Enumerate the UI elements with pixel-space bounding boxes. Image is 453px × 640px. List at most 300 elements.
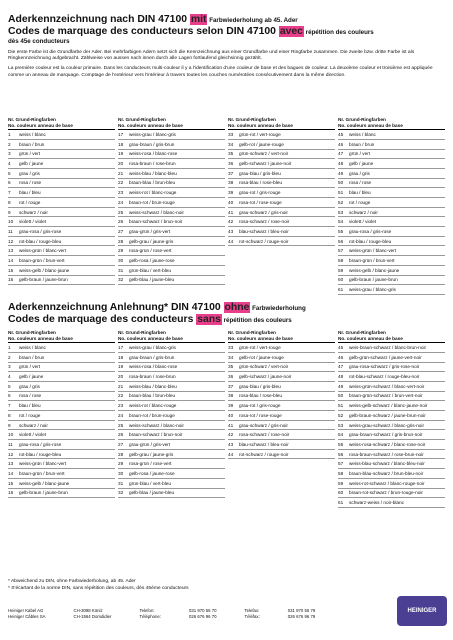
wire-color: rot-blau / rouge-bleu — [19, 451, 62, 457]
wire-color: weiss-grau / blanc-gris — [129, 132, 176, 138]
wire-number: 7 — [8, 190, 11, 196]
wire-color: weiss-schwarz / blanc-noir — [129, 422, 184, 428]
wire-number: 10 — [8, 219, 14, 225]
table-row — [338, 130, 445, 140]
table-row — [228, 440, 335, 450]
table-row — [228, 382, 335, 392]
table-row — [8, 130, 115, 140]
table-row — [228, 343, 335, 353]
wire-number: 4 — [8, 161, 11, 167]
wire-color: grün / vert — [19, 151, 41, 157]
wire-color: rot-blau / rouge-bleu — [349, 238, 392, 244]
paragraph-fr: La première couleur est la couleur primaire. Dans les conducteurs multi-couleur il y a l'identification d'une couleur de base et des bagues de couleur. La deuxième couleur et troisième est appliquée comme un anneau de marquage. Comptage de l'extérieur vers l'intérieur à travers toutes les couches numérotées consécutivement dans la même direction. — [8, 66, 433, 78]
wire-number: 29 — [118, 461, 124, 467]
table-row — [338, 246, 445, 256]
wire-color: schwarz / noir — [349, 209, 378, 215]
fax-label-fr: Téléfax: — [244, 614, 260, 620]
header-de: Nr. Grund-Ringfarben — [8, 330, 56, 335]
table-row — [338, 159, 445, 169]
table-row — [338, 479, 445, 489]
wire-number: 13 — [8, 248, 14, 254]
wire-color: grau-grün / gris-vert — [129, 441, 171, 447]
wire-number: 9 — [8, 422, 11, 428]
wire-number: 12 — [8, 451, 14, 457]
wire-number: 38 — [228, 393, 234, 399]
table-row — [228, 159, 335, 169]
wire-number: 32 — [118, 490, 124, 496]
wire-color: grau-braun / gris-brun — [129, 141, 175, 147]
footer — [8, 608, 343, 620]
header-fr: No. couleurs anneau de base — [118, 335, 183, 341]
wire-number: 27 — [118, 441, 124, 447]
header-de: Nr. Grund-Ringfarben — [338, 330, 386, 335]
wire-number: 26 — [118, 432, 124, 438]
city-fr: CH-1564 Domdidier — [73, 614, 112, 620]
wire-number: 50 — [338, 393, 344, 399]
wire-number: 58 — [338, 257, 344, 263]
wire-color: weiss-rosa-schwarz / blanc-rose-noir — [349, 441, 426, 447]
table-row — [118, 208, 225, 218]
wire-color: weiss-grau-schwarz / blanc-gris-noir — [349, 422, 425, 428]
wire-color: rot / rouge — [19, 412, 41, 418]
wire-number: 55 — [338, 441, 344, 447]
title2-fr: Codes de marquage des conducteurs sans répétition des couleurs — [8, 314, 292, 325]
table-row — [8, 169, 115, 179]
tel-label-fr: Téléphone: — [139, 614, 161, 620]
wire-number: 14 — [8, 257, 14, 263]
wire-color: braun / brun — [19, 141, 45, 147]
header-fr: No. couleurs anneau de base — [8, 335, 73, 341]
table-column — [338, 330, 445, 508]
wire-color: rot-schwarz / rouge-noir — [239, 238, 289, 244]
wire-number: 51 — [338, 403, 344, 409]
table-with-repetition — [8, 117, 445, 295]
wire-color: braun-blau-schwarz / brun-bleu-noir — [349, 470, 424, 476]
wire-number: 33 — [228, 345, 234, 351]
wire-color: blau-schwarz / bleu-noir — [239, 441, 289, 447]
table-row — [228, 392, 335, 402]
wire-number: 6 — [8, 180, 11, 186]
wire-number: 46 — [338, 354, 344, 360]
wire-color: gelb-grau / jaune-gris — [129, 238, 174, 244]
table-row — [118, 150, 225, 160]
column-header — [228, 330, 335, 343]
wire-number: 42 — [228, 219, 234, 225]
wire-color: gelb / jaune — [19, 161, 44, 167]
wire-color: grau-braun-schwarz / gris-brun-noir — [349, 432, 423, 438]
wire-color: braun-blau / brun-bleu — [129, 180, 176, 186]
wire-color: gelb-rosa / jaune-rose — [129, 257, 175, 263]
table-row — [118, 363, 225, 373]
wire-color: grau-rosa / gris-rose — [349, 228, 392, 234]
table-row — [118, 237, 225, 247]
wire-color: braun-grün-schwarz / brun-vert-noir — [349, 393, 423, 399]
wire-color: gelb-schwarz / jaune-noir — [239, 374, 292, 380]
wire-color: weiss / blanc — [349, 132, 376, 138]
fax-label-de: Telefax: — [244, 608, 260, 613]
table-row — [338, 179, 445, 189]
wire-color: weiss-rot / blanc-rouge — [129, 403, 177, 409]
table-row — [338, 256, 445, 266]
wire-number: 3 — [8, 151, 11, 157]
wire-color: weiss / blanc — [19, 132, 46, 138]
table-row — [338, 450, 445, 460]
wire-number: 23 — [118, 190, 124, 196]
wire-color: weiss-grün / blanc-vert — [19, 248, 67, 254]
table-row — [338, 382, 445, 392]
wire-color: weiss-blau-schwarz / blanc-bleu-noir — [349, 461, 425, 467]
table-row — [118, 430, 225, 440]
wire-color: rosa-blau / rose-bleu — [239, 393, 282, 399]
title-de: Aderkennzeichnung nach DIN 47100 mit Farbwiederholung ab 45. Ader — [8, 14, 298, 25]
wire-number: 10 — [8, 432, 14, 438]
wire-number: 27 — [118, 228, 124, 234]
table-row — [8, 179, 115, 189]
wire-number: 21 — [118, 170, 124, 176]
table-row — [228, 372, 335, 382]
header-fr: No. couleurs anneau de base — [118, 122, 183, 128]
table-row — [8, 411, 115, 421]
wire-number: 60 — [338, 490, 344, 496]
fax-de: 031 970 55 79 — [287, 608, 316, 613]
table-row — [118, 130, 225, 140]
header-fr: No. couleurs anneau de base — [338, 335, 403, 341]
table-row — [8, 198, 115, 208]
wire-number: 34 — [228, 141, 234, 147]
tel-de: 031 970 55 70 — [189, 608, 217, 613]
section-without-repetition — [8, 302, 445, 326]
wire-color: gelb-braun-schwarz / jaune-brun-noir — [349, 412, 426, 418]
wire-number: 31 — [118, 267, 124, 273]
wire-color: grau / gris — [19, 383, 40, 389]
table-row — [338, 401, 445, 411]
wire-number: 5 — [8, 383, 11, 389]
table-row — [338, 353, 445, 363]
fax-fr: 026 676 96 79 — [287, 614, 316, 620]
wire-number: 30 — [118, 257, 124, 263]
table-column — [118, 330, 225, 508]
wire-number: 48 — [338, 374, 344, 380]
wire-color: rosa-schwarz / rose-noir — [239, 432, 290, 438]
city-de: CH-3098 Köniz — [73, 608, 103, 613]
wire-number: 43 — [228, 228, 234, 234]
table-row — [8, 430, 115, 440]
table-row — [338, 430, 445, 440]
header-de: Nr. Grund-Ringfarben — [118, 117, 166, 122]
wire-color: rot / rouge — [19, 199, 41, 205]
table-row — [338, 343, 445, 353]
wire-color: gelb-grau / jaune-gris — [129, 451, 174, 457]
wire-number: 20 — [118, 161, 124, 167]
wire-color: blau / bleu — [19, 403, 41, 409]
wire-number: 49 — [338, 170, 344, 176]
wire-number: 17 — [118, 345, 124, 351]
wire-color: grau-blau / gris-bleu — [239, 170, 281, 176]
wire-color: weis-braun-schwarz / blanc-brun-noir — [349, 345, 427, 351]
header-de: Nr. Grund-Ringfarben — [118, 330, 166, 335]
table-row — [118, 159, 225, 169]
wire-color: rosa-braun-schwarz / rose-brun-noir — [349, 451, 424, 457]
wire-number: 14 — [8, 470, 14, 476]
table-row — [8, 159, 115, 169]
wire-number: 57 — [338, 248, 344, 254]
wire-color: gelb-braun / jaune-brun — [19, 277, 68, 283]
wire-color: weiss-rot / blanc-rouge — [129, 190, 177, 196]
wire-number: 15 — [8, 480, 14, 486]
wire-number: 2 — [8, 141, 11, 147]
wire-number: 40 — [228, 199, 234, 205]
wire-color: gelb-rot / jaune-rouge — [239, 354, 284, 360]
wire-number: 16 — [8, 277, 14, 283]
wire-number: 22 — [118, 393, 124, 399]
wire-number: 43 — [228, 441, 234, 447]
column-header — [118, 330, 225, 343]
wire-color: rot-blau-schwarz / rouge-bleu-noir — [349, 374, 420, 380]
wire-color: rosa-schwarz / rose-noir — [239, 219, 290, 225]
wire-color: weiss-grau / blanc-gris — [349, 287, 396, 293]
table-row — [8, 343, 115, 353]
wire-color: grün-schwarz / vert-noir — [239, 364, 289, 370]
table-row — [338, 469, 445, 479]
table-row — [228, 353, 335, 363]
table-row — [8, 421, 115, 431]
table-row — [118, 246, 225, 256]
wire-color: rot-blau / rouge-bleu — [19, 238, 62, 244]
table-row — [338, 392, 445, 402]
wire-number: 28 — [118, 451, 124, 457]
wire-number: 39 — [228, 403, 234, 409]
table-row — [338, 372, 445, 382]
wire-color: grau-blau / gris-bleu — [239, 383, 281, 389]
footnote-fr: * S'écartant de la norme DIN, sans répétition des couleurs, dès 45ème conducteurs — [8, 586, 189, 591]
wire-color: braun-grün / brun-vert — [349, 257, 395, 263]
wire-color: grau-rot / gris-rouge — [239, 403, 281, 409]
wire-color: rot-schwarz / rouge-noir — [239, 451, 289, 457]
wire-number: 54 — [338, 432, 344, 438]
table-row — [338, 150, 445, 160]
wire-color: gelb-braun / jaune-brun — [349, 277, 398, 283]
wire-number: 19 — [118, 364, 124, 370]
wire-color: braun-grün / brun-vert — [19, 470, 65, 476]
wire-number: 47 — [338, 364, 344, 370]
wire-number: 54 — [338, 219, 344, 225]
wire-number: 19 — [118, 151, 124, 157]
table-row — [118, 169, 225, 179]
table-column — [338, 117, 445, 295]
wire-number: 8 — [8, 199, 11, 205]
header-fr: No. couleurs anneau de base — [8, 122, 73, 128]
wire-color: schwarz-weiss / noir-blanc — [349, 500, 404, 506]
wire-color: grau-braun / gris-brun — [129, 354, 175, 360]
wire-number: 41 — [228, 209, 234, 215]
wire-number: 18 — [118, 141, 124, 147]
wire-color: weiss-grün / blanc-vert — [349, 248, 397, 254]
table-row — [338, 266, 445, 276]
table-row — [228, 421, 335, 431]
table-row — [118, 343, 225, 353]
table-row — [8, 237, 115, 247]
header-de: Nr. Grund-Ringfarben — [8, 117, 56, 122]
wire-color: gelb-grün-schwarz / jaune-vert-noir — [349, 354, 422, 360]
wire-color: violett / violet — [349, 219, 377, 225]
table-row — [338, 489, 445, 499]
wire-number: 57 — [338, 461, 344, 467]
wire-color: braun-grün / brun-vert — [19, 257, 65, 263]
wire-number: 25 — [118, 422, 124, 428]
wire-number: 49 — [338, 383, 344, 389]
table-row — [8, 489, 115, 499]
wire-color: weiss-gelb / blanc-jaune — [19, 480, 70, 486]
table-row — [228, 208, 335, 218]
wire-number: 45 — [338, 132, 344, 138]
column-header — [118, 117, 225, 130]
table-row — [118, 217, 225, 227]
table-row — [8, 459, 115, 469]
title-fr: Codes de marquage des conducteurs selon DIN 47100 avec répétition des couleurs — [8, 26, 374, 37]
table-column — [228, 330, 335, 508]
wire-color: grün-rot / vert-rouge — [239, 345, 281, 351]
tel-label-de: Telefon: — [139, 608, 155, 613]
table-row — [338, 276, 445, 286]
wire-color: grün / vert — [19, 364, 41, 370]
wire-number: 44 — [228, 451, 234, 457]
table-row — [118, 372, 225, 382]
table-row — [338, 459, 445, 469]
wire-number: 60 — [338, 277, 344, 283]
wire-color: grau-rot / gris-rouge — [239, 190, 281, 196]
wire-color: rosa / rose — [349, 180, 372, 186]
wire-color: gelb-blau / jaune-bleu — [129, 277, 175, 283]
wire-color: braun-schwarz / brun-noir — [129, 432, 183, 438]
wire-number: 52 — [338, 199, 344, 205]
wire-number: 17 — [118, 132, 124, 138]
wire-color: grau-rosa / gris-rose — [19, 441, 62, 447]
wire-number: 48 — [338, 161, 344, 167]
wire-number: 33 — [228, 132, 234, 138]
table-row — [8, 469, 115, 479]
wire-number: 11 — [8, 228, 13, 234]
table-row — [8, 150, 115, 160]
header-fr: No. couleurs anneau de base — [338, 122, 403, 128]
table-row — [228, 150, 335, 160]
wire-color: rosa-grün / rose-vert — [129, 461, 172, 467]
wire-color: grün-schwarz / vert-noir — [239, 151, 289, 157]
wire-number: 58 — [338, 470, 344, 476]
wire-color: rosa-braun / rose-brun — [129, 374, 176, 380]
wire-number: 15 — [8, 267, 14, 273]
wire-color: weiss-grau / blanc-gris — [129, 345, 176, 351]
table-without-repetition — [8, 330, 445, 508]
wire-color: blau-schwarz / bleu-noir — [239, 228, 289, 234]
wire-number: 23 — [118, 403, 124, 409]
wire-number: 36 — [228, 374, 234, 380]
table-row — [338, 421, 445, 431]
wire-number: 1 — [8, 345, 11, 351]
wire-number: 18 — [118, 354, 124, 360]
header-de: Nr. Grund-Ringfarben — [228, 117, 276, 122]
table-row — [338, 140, 445, 150]
wire-color: gelb / jaune — [19, 374, 44, 380]
table-row — [8, 382, 115, 392]
wire-color: gelb-schwarz / jaune-noir — [239, 161, 292, 167]
wire-number: 59 — [338, 480, 344, 486]
table-row — [8, 353, 115, 363]
table-row — [338, 188, 445, 198]
wire-color: weiss-gelb / blanc-jaune — [19, 267, 70, 273]
wire-number: 35 — [228, 364, 234, 370]
company-de: Heiniger Kabel AG — [8, 608, 44, 613]
wire-color: braun / brun — [349, 141, 375, 147]
table-row — [118, 198, 225, 208]
table-row — [8, 401, 115, 411]
wire-color: weiss / blanc — [19, 345, 46, 351]
wire-color: weiss-gelb / blanc-jaune — [349, 267, 400, 273]
table-row — [228, 217, 335, 227]
table-row — [118, 188, 225, 198]
table-row — [338, 227, 445, 237]
wire-number: 32 — [118, 277, 124, 283]
wire-color: grün-rot / vert-rouge — [239, 132, 281, 138]
wire-color: braun-rot / brun-rouge — [129, 199, 175, 205]
wire-number: 26 — [118, 219, 124, 225]
table-row — [118, 266, 225, 276]
wire-color: braun / brun — [19, 354, 45, 360]
wire-number: 20 — [118, 374, 124, 380]
wire-color: gelb-blau / jaune-bleu — [129, 490, 175, 496]
wire-number: 55 — [338, 228, 344, 234]
table-row — [118, 353, 225, 363]
wire-number: 3 — [8, 364, 11, 370]
wire-number: 11 — [8, 441, 13, 447]
title2-de: Aderkennzeichnung Anlehnung* DIN 47100 ohne Farbwiederholung — [8, 302, 306, 313]
wire-number: 50 — [338, 180, 344, 186]
table-row — [8, 479, 115, 489]
table-row — [118, 256, 225, 266]
wire-number: 24 — [118, 412, 124, 418]
header-de: Nr. Grund-Ringfarben — [338, 117, 386, 122]
wire-number: 39 — [228, 190, 234, 196]
wire-color: weiss-rosa / blanc-rose — [129, 151, 178, 157]
wire-color: rosa-rot / rose-rouge — [239, 199, 282, 205]
company-fr: Heiniger Câbles SA — [8, 614, 46, 620]
table-row — [228, 401, 335, 411]
wire-color: grau-grün / gris-vert — [129, 228, 171, 234]
table-row — [228, 140, 335, 150]
wire-color: violett / violet — [19, 432, 47, 438]
wire-color: grau-schwarz / gris-noir — [239, 209, 288, 215]
table-row — [338, 169, 445, 179]
wire-color: grau / gris — [349, 170, 370, 176]
wire-number: 59 — [338, 267, 344, 273]
table-row — [228, 169, 335, 179]
table-row — [8, 140, 115, 150]
table-row — [338, 440, 445, 450]
table-row — [228, 430, 335, 440]
wire-number: 42 — [228, 432, 234, 438]
table-row — [118, 179, 225, 189]
wire-color: grau-rosa / gris-rose — [19, 228, 62, 234]
table-row — [8, 450, 115, 460]
column-header — [338, 117, 445, 130]
wire-color: blau / bleu — [19, 190, 41, 196]
table-row — [118, 276, 225, 286]
wire-color: schwarz / noir — [19, 209, 48, 215]
table-row — [8, 246, 115, 256]
table-row — [228, 198, 335, 208]
table-row — [118, 140, 225, 150]
wire-number: 35 — [228, 151, 234, 157]
wire-number: 12 — [8, 238, 14, 244]
